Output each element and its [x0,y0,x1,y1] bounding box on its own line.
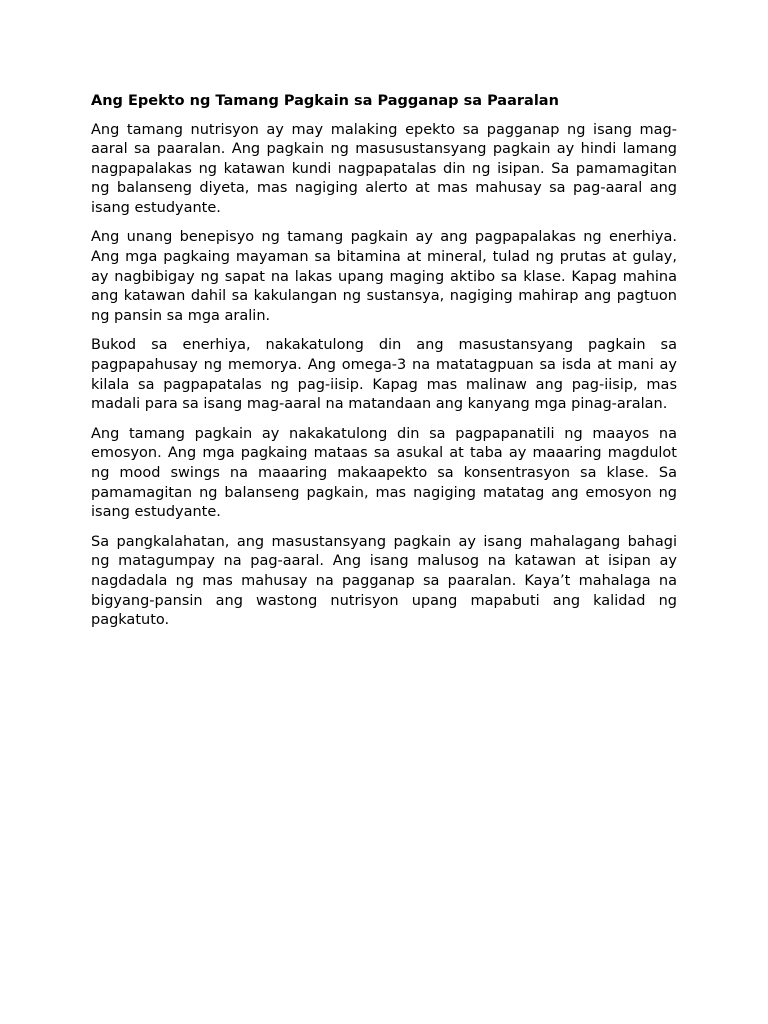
paragraph-1: Ang tamang nutrisyon ay may malaking epekto sa pagganap ng isang mag-aaral sa paaralan. Ang pagkain ng masusustansyang pagkain ay hindi lamang nagpapalakas ng katawan kundi nagpapatalas din ng isipan. Sa pamamagitan ng balanseng diyeta, mas nagiging alerto at mas mahusay sa pag-aaral ang isang estudyante. [91,121,677,216]
document-body [91,92,677,641]
paragraph-2: Ang unang benepisyo ng tamang pagkain ay ang pagpapalakas ng enerhiya. Ang mga pagkaing mayaman sa bitamina at mineral, tulad ng prutas at gulay, ay nagbibigay ng sapat na lakas upang maging aktibo sa klase. Kapag mahina ang katawan dahil sa kakulangan ng sustansya, nagiging mahirap ang pagtuon ng pansin sa mga aralin. [91,229,677,324]
paragraph-4: Ang tamang pagkain ay nakakatulong din sa pagpapanatili ng maayos na emosyon. Ang mga pagkaing mataas sa asukal at taba ay maaaring magdulot ng mood swings na maaaring makaapekto sa konsentrasyon sa klase. Sa pamamagitan ng balanseng pagkain, mas nagiging matatag ang emosyon ng isang estudyante. [91,425,677,521]
document-title: Ang Epekto ng Tamang Pagkain sa Pagganap sa Paaralan [91,93,559,109]
paragraph-3: Bukod sa enerhiya, nakakatulong din ang masustansyang pagkain sa pagpapahusay ng memorya. Ang omega-3 na matatagpuan sa isda at mani ay kilala sa pagpapatalas ng pag-iisip. Kapag mas malinaw ang pag-iisip, mas madali para sa isang mag-aaral na matandaan ang kanyang mga pinag-aralan. [91,337,677,413]
paragraph-5: Sa pangkalahatan, ang masustansyang pagkain ay isang mahalagang bahagi ng matagumpay na pag-aaral. Ang isang malusog na katawan at isipan ay nagdadala ng mas mahusay na pagganap sa paaralan. Kaya’t mahalaga na bigyang-pansin ang wastong nutrisyon upang mapabuti ang kalidad ng pagkatuto. [91,533,677,629]
